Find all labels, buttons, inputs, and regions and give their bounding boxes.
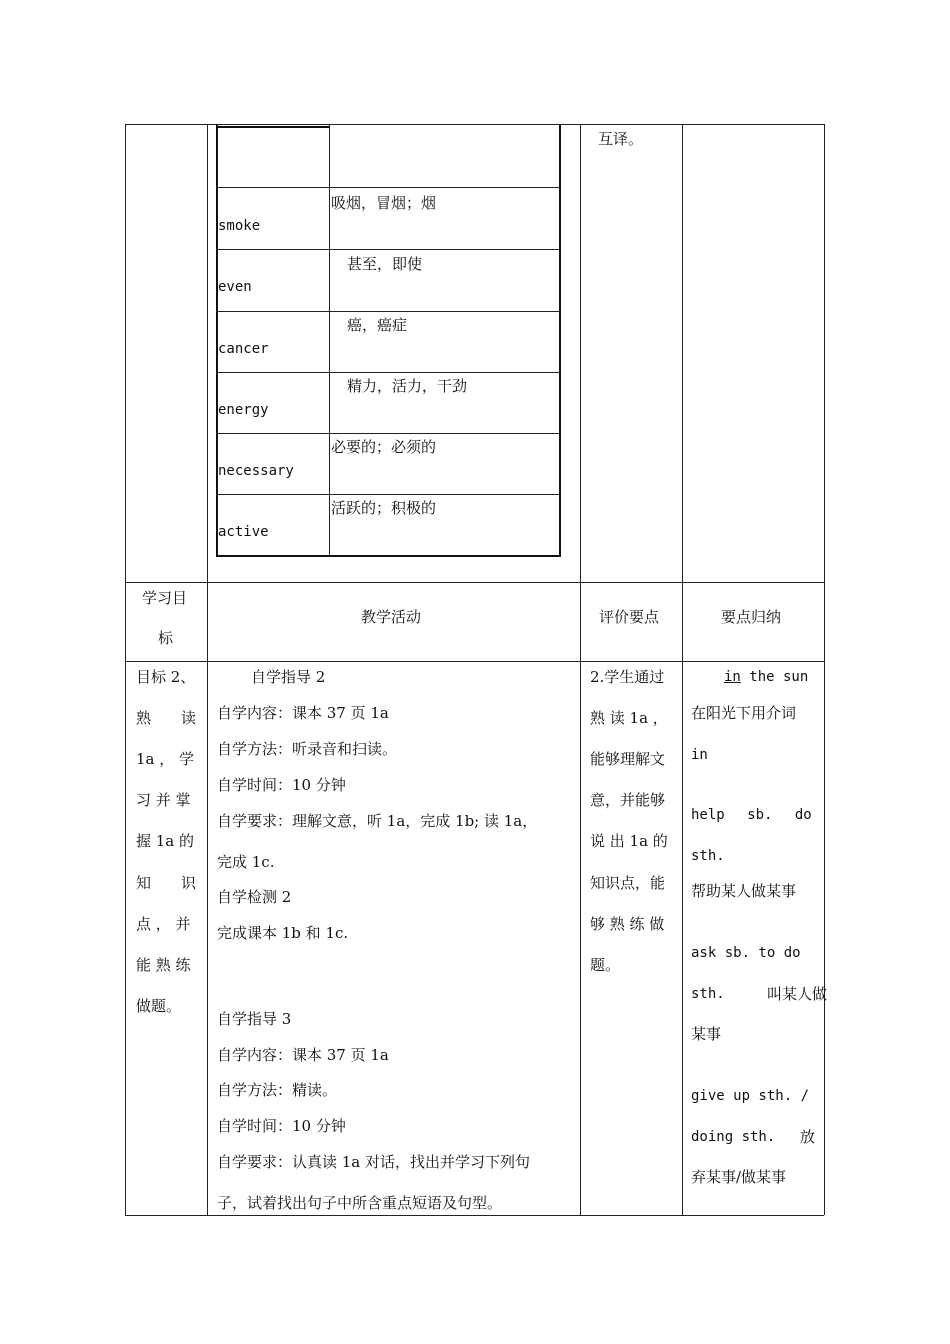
guide3-requirement: 自学要求：认真读 1a 对话，找出并学习下列句: [217, 1153, 531, 1171]
guide3-title: 自学指导 3: [217, 1010, 292, 1028]
goal-line: 能 熟 练: [136, 956, 191, 974]
vocab-row-line: [216, 433, 560, 434]
guide3-time: 自学时间：10 分钟: [217, 1117, 346, 1135]
goal-line: 熟 读: [136, 709, 197, 727]
guide3-content: 自学内容：课本 37 页 1a: [217, 1046, 389, 1064]
goal-line: 点 ， 并: [136, 915, 191, 933]
table-row-divider-1: [125, 582, 824, 583]
evaluation-line: 2.学生通过: [590, 668, 665, 686]
header-summary: 要点归纳: [721, 608, 782, 626]
goal-line: 知 识: [136, 874, 197, 892]
summary-phrase-2-cn: 帮助某人做某事: [691, 882, 797, 900]
vocab-word: smoke: [218, 218, 261, 234]
vocab-meaning: 活跃的；积极的: [331, 499, 437, 517]
summary-phrase-4: give up sth. /: [691, 1088, 810, 1104]
table-col-divider-1: [207, 124, 208, 1215]
summary-phrase-1-in: in: [691, 747, 708, 763]
vocab-word: cancer: [218, 341, 269, 357]
guide2-requirement: 自学要求：理解文意，听 1a，完成 1b; 读 1a，: [217, 812, 538, 830]
summary-phrase-4-cn-cont: 弃某事/做某事: [691, 1168, 787, 1186]
summary-phrase-1: [724, 667, 808, 687]
goal-line: 做题。: [136, 997, 182, 1015]
table-right-border: [824, 124, 825, 1215]
vocab-row-line: [216, 187, 560, 188]
vocab-table-mid: [329, 124, 330, 557]
vocab-row-line: [216, 494, 560, 495]
vocab-word: even: [218, 279, 252, 295]
guide2-requirement-cont: 完成 1c.: [217, 853, 275, 871]
evaluation-line: 意，并能够: [590, 791, 666, 809]
summary-phrase-2-cont: sth.: [691, 848, 725, 864]
evaluation-line: 知识点，能: [590, 874, 666, 892]
vocab-row-line: [216, 249, 560, 250]
guide3-requirement-cont: 子，试着找出句子中所含重点短语及句型。: [217, 1194, 503, 1212]
vocab-row-line: [216, 311, 560, 312]
summary-phrase-3: ask sb. to do: [691, 945, 801, 961]
vocab-meaning: 必要的；必须的: [331, 438, 437, 456]
vocab-table-right: [559, 124, 561, 557]
summary-phrase-2: help sb. do: [691, 807, 812, 823]
vocab-meaning: 精力，活力，干劲: [347, 377, 468, 395]
vocab-meaning: 甚至，即使: [347, 255, 423, 273]
phrase-rest: the sun: [740, 669, 809, 685]
guide2-content: 自学内容：课本 37 页 1a: [217, 704, 389, 722]
table-col-divider-2: [580, 124, 581, 1215]
evaluation-line: 说 出 1a 的: [590, 832, 668, 850]
guide2-method: 自学方法：听录音和扫读。: [217, 740, 398, 758]
goal-line: 习 并 掌: [136, 791, 191, 809]
translation-note: 互译。: [598, 130, 644, 148]
guide2-time: 自学时间：10 分钟: [217, 776, 346, 794]
evaluation-line: 够 熟 练 做: [590, 915, 665, 933]
vocab-table-top-left: [216, 126, 329, 128]
summary-phrase-3-cn-cont: 某事: [691, 1025, 722, 1043]
vocab-word: energy: [218, 402, 269, 418]
vocab-meaning: 癌，癌症: [347, 316, 408, 334]
evaluation-line: 熟 读 1a ，: [590, 709, 668, 727]
check2-text: 完成课本 1b 和 1c.: [217, 924, 349, 942]
summary-phrase-1-cn: 在阳光下用介词: [691, 704, 797, 722]
evaluation-line: 题。: [590, 956, 621, 974]
header-goal-2: 标: [158, 629, 174, 647]
preposition-in: in: [724, 669, 741, 685]
table-left-border: [125, 124, 126, 1215]
header-evaluation: 评价要点: [599, 608, 660, 626]
check2-title: 自学检测 2: [217, 888, 292, 906]
header-activity: 教学活动: [361, 608, 422, 626]
header-goal: 学习目: [142, 589, 188, 607]
vocab-table-bottom: [216, 555, 561, 557]
guide2-title: 自学指导 2: [251, 668, 326, 686]
goal-line: 握 1a 的: [136, 832, 195, 850]
table-row-divider-2: [125, 661, 824, 662]
vocab-word: active: [218, 524, 269, 540]
vocab-meaning: 吸烟，冒烟；烟: [331, 194, 437, 212]
vocab-row-line: [216, 372, 560, 373]
summary-phrase-3-cont: sth.: [691, 986, 725, 1002]
table-col-divider-3: [682, 124, 683, 1215]
table-bottom-border: [125, 1215, 824, 1216]
goal-line: 1a ， 学: [136, 750, 195, 768]
guide3-method: 自学方法：精读。: [217, 1081, 338, 1099]
summary-phrase-4-cont: doing sth.: [691, 1129, 776, 1145]
summary-phrase-3-cn: 叫某人做: [767, 985, 828, 1003]
summary-phrase-4-cn: 放: [800, 1128, 816, 1146]
vocab-word: necessary: [218, 463, 294, 479]
goal-line: 目标 2、: [136, 668, 196, 686]
table-top-border: [125, 124, 824, 125]
evaluation-line: 能够理解文: [590, 750, 666, 768]
